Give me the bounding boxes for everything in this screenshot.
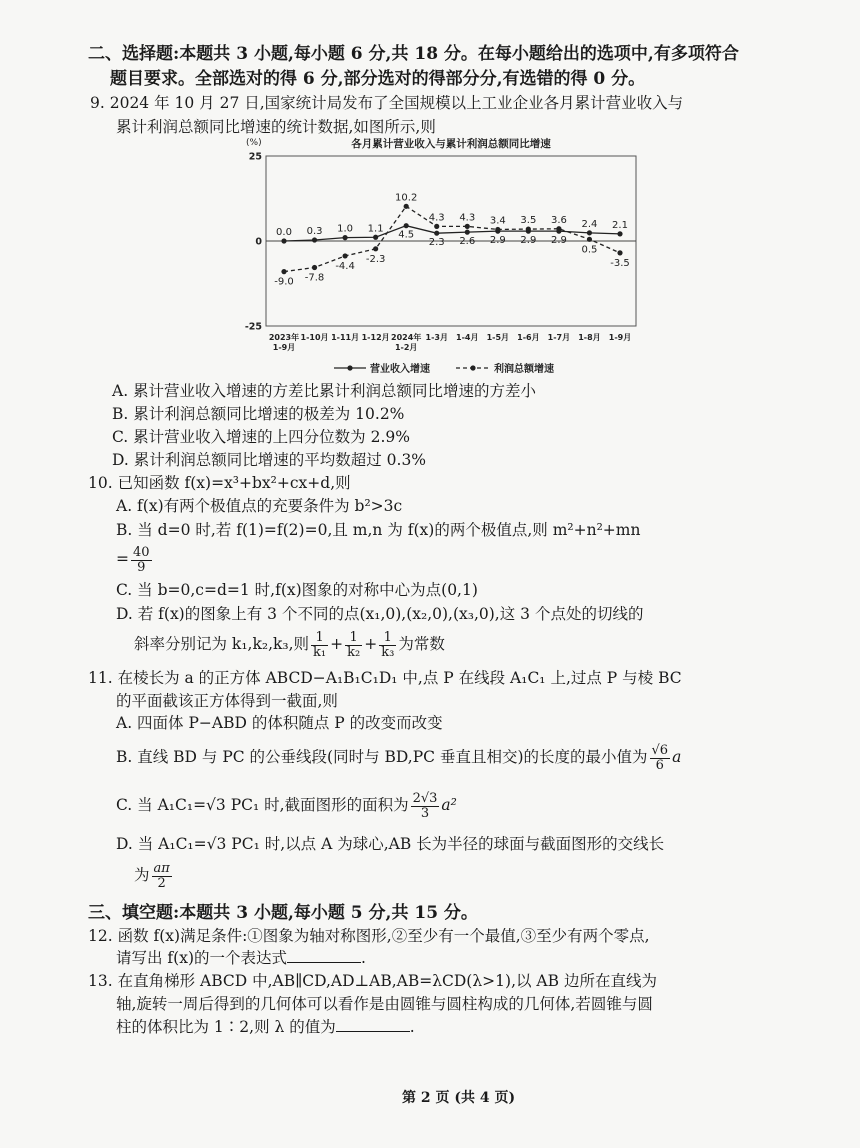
q10-option-d-line2 — [134, 625, 445, 663]
q9-option-c[interactable]: C. 累计营业收入增速的上四分位数为 2.9% — [112, 428, 410, 446]
q11-option-c-text: C. 当 A₁C₁=√3 PC₁ 时,截面图形的面积为 — [116, 796, 409, 814]
q9-option-a[interactable]: A. 累计营业收入增速的方差比累计利润总额同比增速的方差小 — [112, 382, 537, 400]
q11-option-d-line2 — [134, 855, 174, 895]
q12-text: 请写出 f(x)的一个表达式 — [116, 949, 288, 967]
q10-option-d[interactable]: D. 若 f(x)的图象上有 3 个不同的点(x₁,0),(x₂,0),(x₃,0),这 3 个点处的切线的 — [116, 605, 644, 623]
chart-y-unit: (%) — [246, 138, 262, 148]
series-profit-point — [617, 250, 622, 255]
legend-revenue-label: 营业收入增速 — [370, 364, 430, 375]
series-revenue-data-label: 2.6 — [459, 236, 476, 248]
fraction-1-over-k2 — [345, 631, 362, 660]
series-profit-point — [312, 265, 317, 270]
q9-option-d[interactable]: D. 累计利润总额同比增速的平均数超过 0.3% — [112, 451, 427, 469]
q10-option-b-result — [116, 540, 154, 578]
q10-option-d-text: 斜率分别记为 k₁,k₂,k₃,则 — [134, 635, 310, 653]
fraction-numerator: 1 — [379, 631, 396, 646]
chart-x-tick-label: 1-5月 — [486, 333, 510, 342]
q12-line2 — [116, 948, 366, 968]
series-profit-data-label: -9.0 — [274, 276, 294, 288]
series-revenue-point — [373, 235, 378, 240]
series-revenue-point — [465, 230, 470, 235]
q13-line3 — [116, 1017, 415, 1037]
series-revenue-point — [404, 223, 409, 228]
fraction-sqrt6-over-6 — [650, 744, 671, 773]
q11-stem-line2: 的平面截该正方体得到一截面,则 — [116, 692, 338, 710]
chart-x-tick-label: 1-10月 — [300, 333, 329, 342]
series-profit-point — [495, 227, 500, 232]
q10-option-b-equals: = — [116, 550, 129, 568]
chart-y-tick-label: -25 — [244, 321, 262, 333]
series-revenue-data-label: 2.4 — [581, 218, 598, 230]
series-profit-data-label: 4.3 — [459, 212, 476, 224]
q11-option-b-variable: a — [672, 748, 682, 766]
series-revenue-data-label: 2.9 — [489, 235, 506, 247]
q11-option-b[interactable] — [116, 737, 681, 777]
series-profit-data-label: -4.4 — [335, 260, 355, 272]
fraction-denominator: k₃ — [381, 644, 395, 660]
legend-profit-label: 利润总额增速 — [494, 364, 554, 375]
q13-period: . — [409, 1018, 415, 1036]
q12-line1: 12. 函数 f(x)满足条件:①图象为轴对称图形,②至少有一个最值,③至少有两个零点, — [88, 927, 650, 945]
q10-option-c[interactable]: C. 当 b=0,c=d=1 时,f(x)图象的对称中心为点(0,1) — [116, 581, 478, 599]
fraction-denominator: 9 — [137, 559, 146, 575]
fraction-1-over-k3 — [379, 631, 396, 660]
chart-x-tick-label: 1-11月 — [331, 333, 360, 342]
fraction-denominator: 2 — [157, 875, 166, 891]
plus-sign: + — [330, 635, 344, 653]
series-profit-data-label: 3.5 — [520, 215, 537, 227]
series-profit-point — [465, 224, 470, 229]
chart-x-tick-label: 2024年 — [391, 333, 422, 342]
chart-x-tick-label: 1-4月 — [456, 333, 479, 342]
section-heading-line1: 二、选择题:本题共 3 小题,每小题 6 分,共 18 分。在每小题给出的选项中,有多项符合 — [88, 44, 739, 64]
chart-title: 各月累计营业收入与累计利润总额同比增速 — [351, 138, 551, 150]
series-revenue-data-label: 1.0 — [337, 223, 354, 235]
series-revenue-point — [587, 230, 592, 235]
fraction-denominator: 6 — [655, 757, 664, 773]
section3-heading: 三、填空题:本题共 3 小题,每小题 5 分,共 15 分。 — [88, 903, 478, 923]
series-revenue-data-label: 2.3 — [428, 237, 445, 249]
series-revenue-data-label: 2.9 — [550, 235, 567, 247]
chart-x-tick-label: 1-9月 — [608, 333, 632, 342]
legend-profit-marker — [470, 365, 475, 370]
chart-y-tick-label: 25 — [248, 151, 262, 163]
legend-revenue-marker — [347, 365, 352, 370]
series-profit-point — [404, 204, 409, 209]
series-profit-data-label: 0.5 — [581, 244, 598, 256]
q13-line2: 轴,旋转一周后得到的几何体可以看作是由圆锥与圆柱构成的几何体,若圆锥与圆 — [116, 995, 653, 1013]
chart-x-tick-label: 1-3月 — [425, 333, 448, 342]
growth-rate-line-chart — [244, 134, 644, 378]
series-profit-point — [342, 253, 347, 258]
q11-option-c-variable: a² — [441, 796, 457, 814]
series-revenue-point — [312, 237, 317, 242]
series-revenue-point — [342, 235, 347, 240]
q11-option-d-text: 为 — [134, 866, 150, 884]
fraction-api-over-2 — [152, 862, 172, 891]
series-revenue-point — [617, 231, 622, 236]
chart-y-tick-label: 0 — [255, 236, 262, 248]
series-revenue-data-label: 4.5 — [398, 229, 415, 241]
page-number: 第 2 页 (共 4 页) — [402, 1090, 516, 1106]
q10-option-b[interactable]: B. 当 d=0 时,若 f(1)=f(2)=0,且 m,n 为 f(x)的两个极值点,则 m²+n²+mn — [116, 521, 641, 539]
series-profit-point — [587, 237, 592, 242]
q13-line1: 13. 在直角梯形 ABCD 中,AB∥CD,AD⊥AB,AB=λCD(λ>1),以 AB 边所在直线为 — [88, 972, 657, 990]
chart-x-tick-label: 1-12月 — [361, 333, 390, 342]
series-profit-data-label: -2.3 — [365, 253, 386, 265]
fraction-numerator: √6 — [651, 742, 669, 758]
series-profit-data-label: -7.8 — [304, 272, 325, 284]
series-profit-data-label: 4.3 — [428, 212, 445, 224]
q11-option-c[interactable] — [116, 785, 457, 825]
series-profit-point — [434, 224, 439, 229]
q9-stem-line1: 9. 2024 年 10 月 27 日,国家统计局发布了全国规模以上工业企业各月累计营业收入与 — [90, 94, 684, 112]
q11-option-a[interactable]: A. 四面体 P−ABD 的体积随点 P 的改变而改变 — [116, 714, 443, 732]
q10-stem: 10. 已知函数 f(x)=x³+bx²+cx+d,则 — [88, 474, 351, 492]
series-profit-data-label: 3.6 — [550, 214, 567, 226]
q12-period: . — [361, 949, 366, 967]
fraction-1-over-k1 — [311, 631, 328, 660]
q10-option-d-text-end: 为常数 — [398, 635, 445, 653]
series-revenue-point — [434, 231, 439, 236]
series-revenue-data-label: 1.1 — [367, 223, 384, 235]
series-profit-point — [373, 246, 378, 251]
fraction-numerator: 2√3 — [412, 790, 438, 806]
series-profit-point — [556, 226, 561, 231]
series-profit-point — [526, 227, 531, 232]
chart-x-tick-label: 1-8月 — [578, 333, 601, 342]
series-revenue-data-label: 0.3 — [306, 225, 323, 237]
fraction-2sqrt3-over-3 — [411, 792, 440, 821]
q9-option-b[interactable]: B. 累计利润总额同比增速的极差为 10.2% — [112, 405, 405, 423]
q13-text: 柱的体积比为 1∶2,则 λ 的值为 — [116, 1018, 336, 1036]
q13-answer-blank[interactable] — [336, 1017, 410, 1032]
section-heading-line2: 题目要求。全部选对的得 6 分,部分选对的得部分分,有选错的得 0 分。 — [110, 69, 646, 89]
series-profit-data-label: 3.4 — [489, 215, 506, 227]
series-revenue-data-label: 0.0 — [276, 227, 292, 238]
plus-sign: + — [364, 635, 378, 653]
q9-stem-line2: 累计利润总额同比增速的统计数据,如图所示,则 — [116, 118, 436, 136]
series-revenue-data-label: 2.1 — [612, 219, 628, 231]
q11-option-d[interactable]: D. 当 A₁C₁=√3 PC₁ 时,以点 A 为球心,AB 长为半径的球面与截面图形的交线长 — [116, 835, 665, 853]
chart-x-tick-label: 2023年 — [268, 333, 300, 342]
q10-option-a[interactable]: A. f(x)有两个极值点的充要条件为 b²>3c — [116, 497, 403, 515]
chart-x-tick-label: 1-7月 — [547, 333, 571, 342]
q12-answer-blank[interactable] — [287, 948, 361, 963]
series-revenue-data-label: 2.9 — [520, 235, 537, 247]
q10-option-b-fraction — [131, 546, 152, 575]
series-profit-point — [281, 269, 286, 274]
q11-stem-line1: 11. 在棱长为 a 的正方体 ABCD−A₁B₁C₁D₁ 中,点 P 在线段 A₁C₁ 上,过点 P 与棱 BC — [88, 669, 682, 687]
fraction-numerator: aπ — [153, 860, 170, 876]
series-profit-data-label: 10.2 — [395, 192, 418, 204]
series-profit-data-label: -3.5 — [610, 257, 630, 269]
q11-option-b-text: B. 直线 BD 与 PC 的公垂线段(同时与 BD,PC 垂直且相交)的长度的最小值为 — [116, 748, 648, 766]
fraction-denominator: k₁ — [313, 644, 327, 660]
fraction-numerator: 40 — [133, 544, 150, 560]
fraction-numerator: 1 — [345, 631, 362, 646]
fraction-denominator: k₂ — [347, 644, 361, 660]
chart-x-tick-label: 1-2月 — [394, 343, 418, 352]
fraction-denominator: 3 — [420, 805, 430, 821]
series-revenue-point — [281, 238, 286, 243]
chart-x-tick-label: 1-6月 — [517, 333, 540, 342]
chart-x-tick-label: 1-9月 — [272, 343, 296, 352]
fraction-numerator: 1 — [311, 631, 328, 646]
